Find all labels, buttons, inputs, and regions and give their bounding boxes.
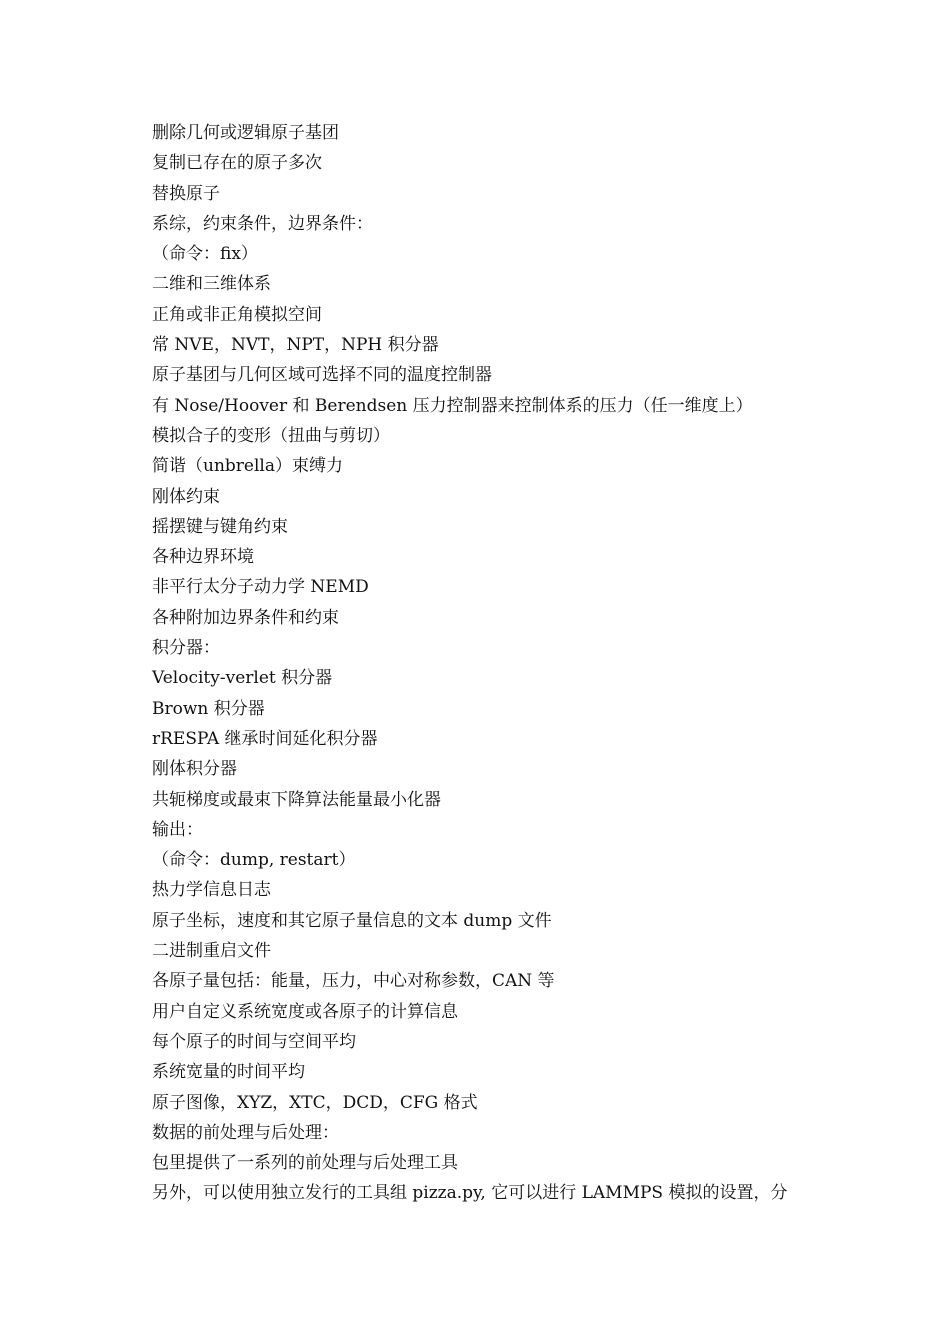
text-line: 各种附加边界条件和约束 [152, 607, 339, 628]
text-line: 二维和三维体系 [152, 274, 271, 295]
text-line: 用户自定义系统宽度或各原子的计算信息 [152, 1001, 458, 1022]
text-line: 非平行太分子动力学 NEMD [152, 577, 369, 598]
text-line: 原子坐标，速度和其它原子量信息的文本 dump 文件 [152, 910, 552, 931]
text-line: 二进制重启文件 [152, 941, 271, 962]
text-line: 模拟合子的变形（扭曲与剪切） [152, 425, 390, 446]
text-line: 简谐（unbrella）束缚力 [152, 456, 343, 477]
text-line: 摇摆键与键角约束 [152, 516, 288, 537]
text-line: 原子图像，XYZ，XTC，DCD，CFG 格式 [152, 1092, 478, 1113]
text-line: rRESPA 继承时间延化积分器 [152, 728, 378, 749]
text-line: Velocity-verlet 积分器 [152, 668, 333, 689]
text-line: 复制已存在的原子多次 [152, 153, 322, 174]
text-line: 删除几何或逻辑原子基团 [152, 123, 339, 143]
document-body [152, 118, 852, 1209]
text-line: 刚体积分器 [152, 759, 237, 780]
section-heading: 数据的前处理与后处理： [152, 1122, 339, 1143]
text-line: 各原子量包括：能量，压力，中心对称参数，CAN 等 [152, 971, 555, 992]
command-note: （命令：fix） [152, 244, 258, 265]
text-line: 常 NVE，NVT，NPT，NPH 积分器 [152, 335, 439, 356]
text-line: 原子基团与几何区域可选择不同的温度控制器 [152, 365, 492, 386]
text-line: 共轭梯度或最束下降算法能量最小化器 [152, 789, 441, 810]
text-line: 正角或非正角模拟空间 [152, 304, 322, 325]
text-line: 热力学信息日志 [152, 880, 271, 901]
text-line: 每个原子的时间与空间平均 [152, 1031, 356, 1052]
text-line: 系统宽量的时间平均 [152, 1062, 305, 1083]
text-line: 包里提供了一系列的前处理与后处理工具 [152, 1153, 458, 1174]
text-line: 替换原子 [152, 183, 220, 204]
command-note: （命令：dump, restart） [152, 850, 356, 871]
text-line: 另外，可以使用独立发行的工具组 pizza.py, 它可以进行 LAMMPS 模拟的设置，分 [152, 1183, 788, 1204]
section-heading: 系综，约束条件，边界条件： [152, 213, 373, 234]
section-heading: 积分器： [152, 638, 220, 659]
text-line: 各种边界环境 [152, 547, 254, 568]
text-line: Brown 积分器 [152, 698, 265, 719]
text-line: 刚体约束 [152, 486, 220, 507]
text-line: 有 Nose/Hoover 和 Berendsen 压力控制器来控制体系的压力（任一维度上） [152, 395, 753, 416]
section-heading: 输出： [152, 819, 203, 840]
